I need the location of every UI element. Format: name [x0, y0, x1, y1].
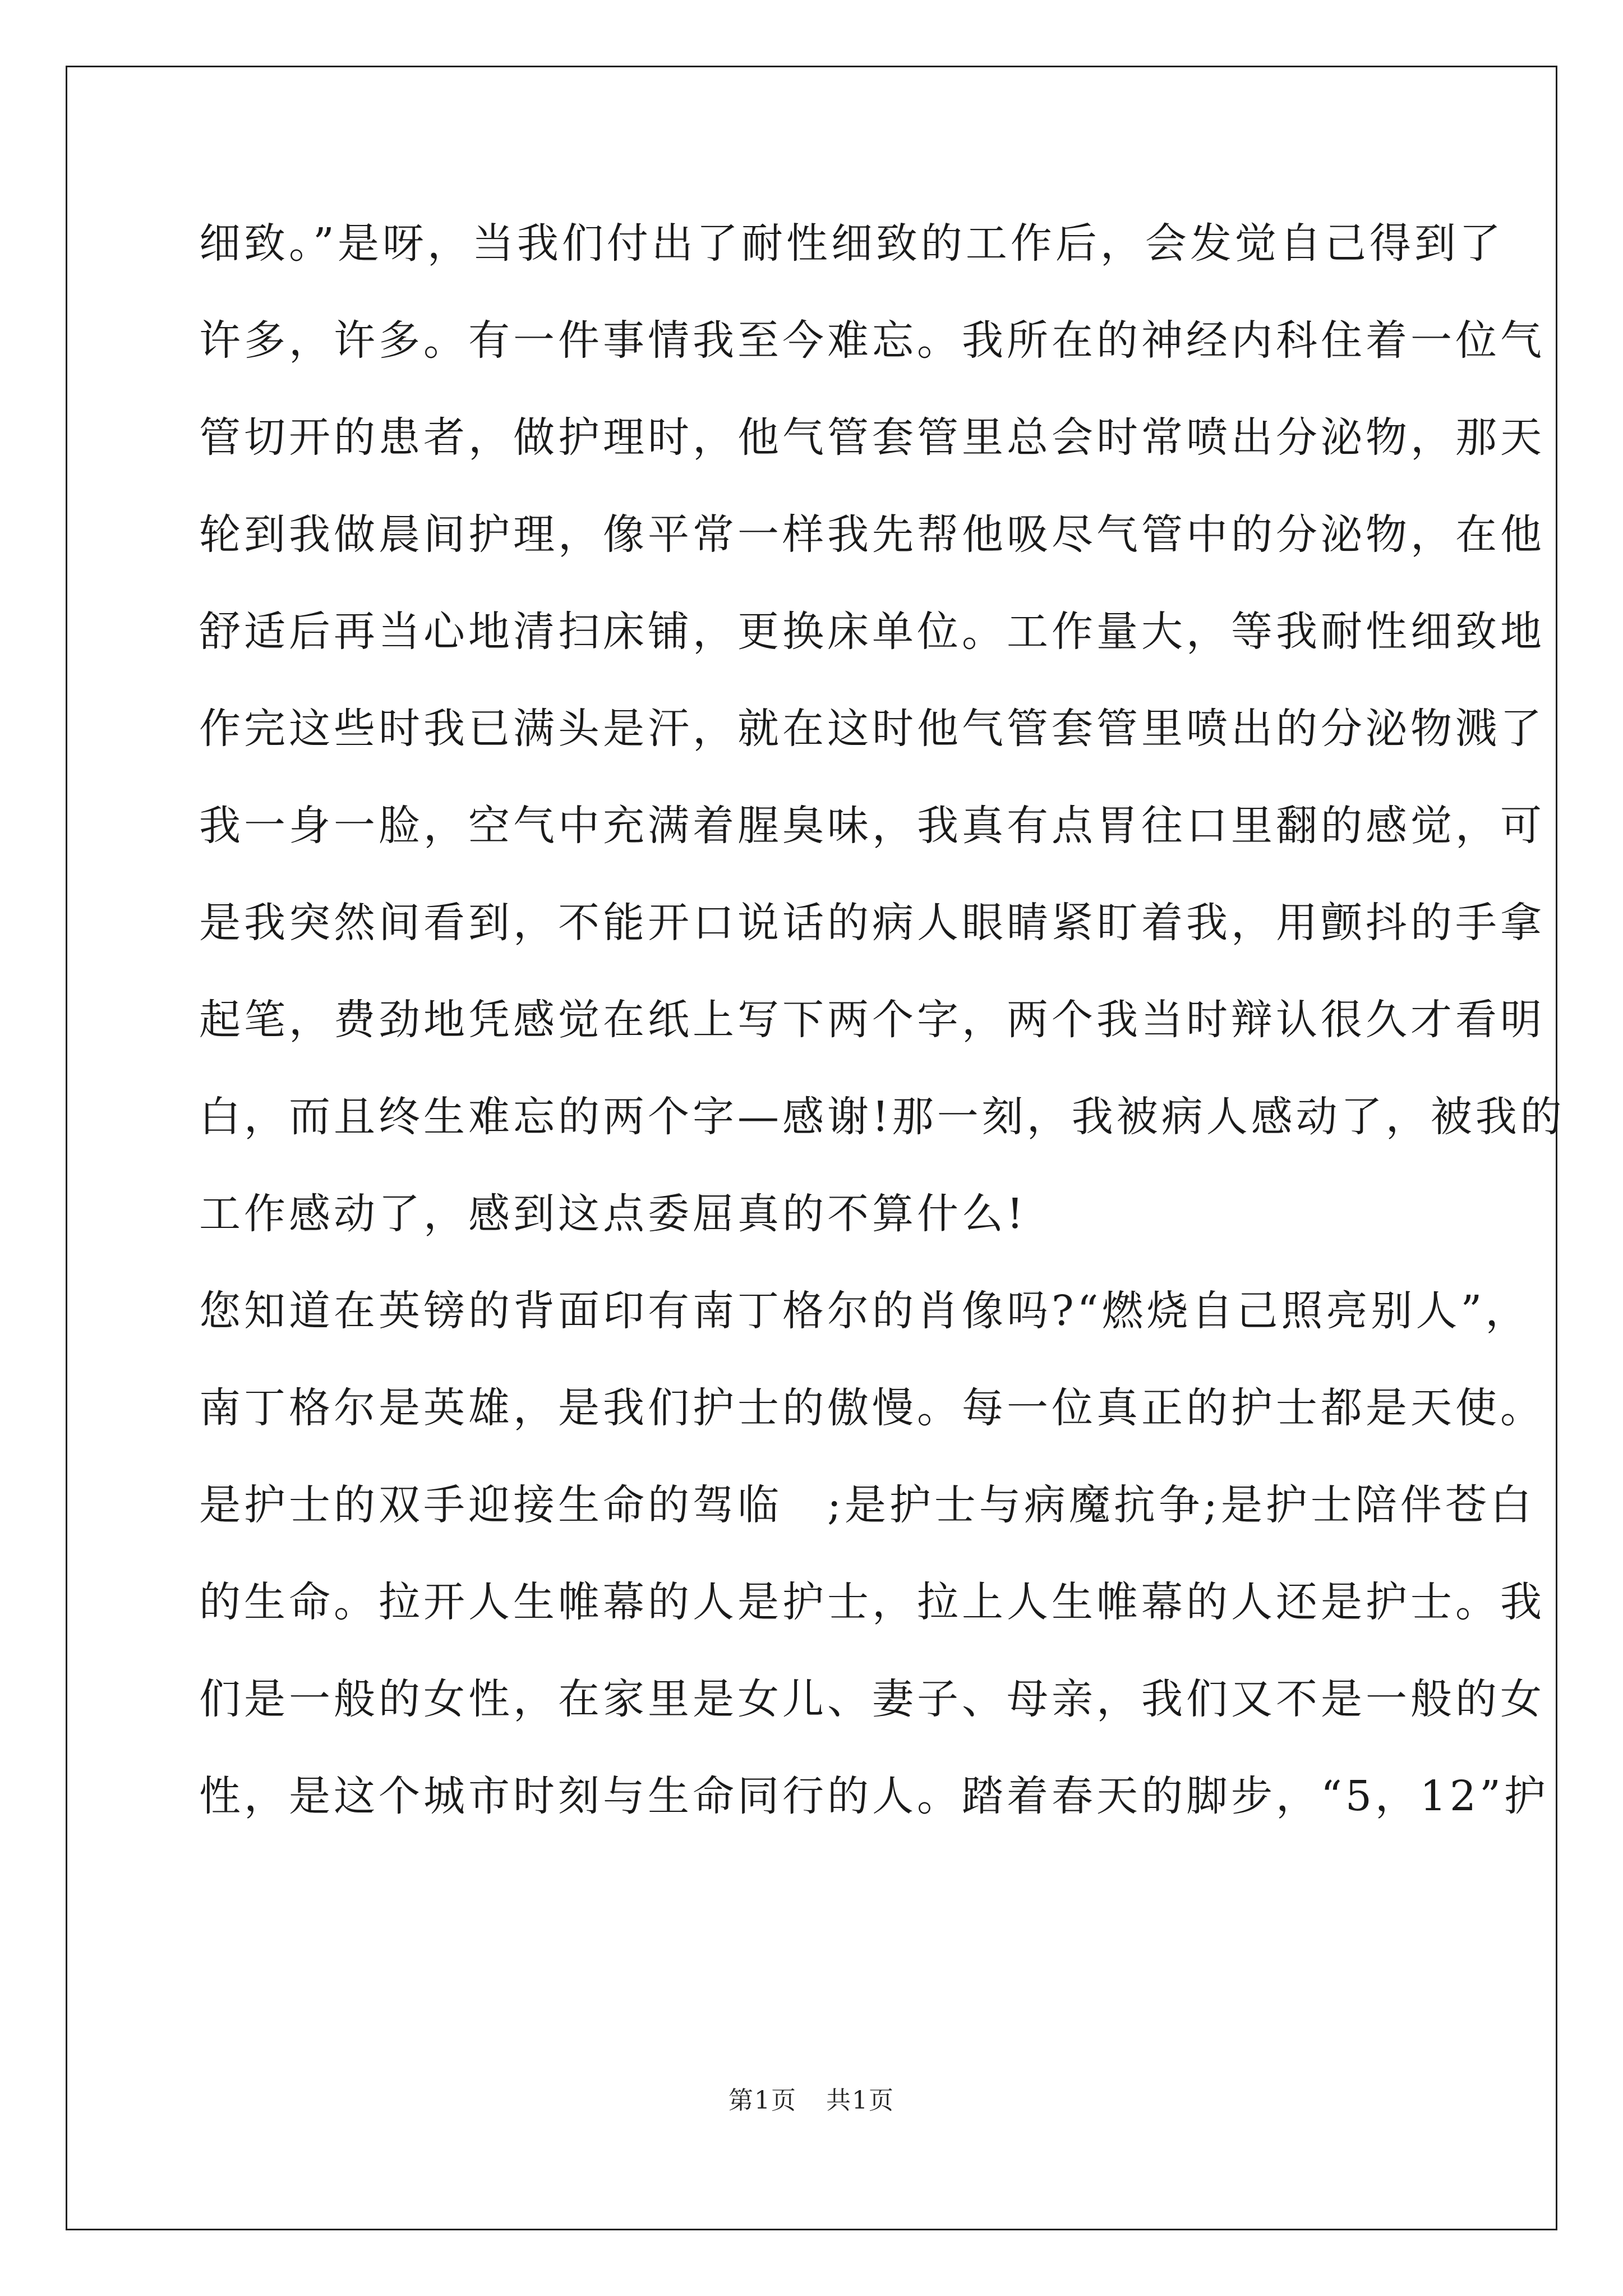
page-total: 共1页 — [826, 2086, 895, 2115]
text-line: 南丁格尔是英雄，是我们护士的傲慢。每一位真正的护士都是天使。 — [199, 1384, 1545, 1432]
text-line: 舒适后再当心地清扫床铺，更换床单位。工作量大，等我耐性细致地 — [199, 608, 1545, 656]
page-number: 第1页 — [728, 2086, 797, 2115]
text-line: 是我突然间看到，不能开口说话的病人眼睛紧盯着我，用颤抖的手拿 — [199, 899, 1545, 947]
text-line: 是护士的双手迎接生命的驾临 ;是护士与病魔抗争;是护士陪伴苍白 — [199, 1481, 1535, 1529]
text-line: 白，而且终生难忘的两个字—感谢!那一刻，我被病人感动了，被我的 — [199, 1093, 1565, 1141]
page-border — [66, 66, 1557, 2230]
text-line: 我一身一脸，空气中充满着腥臭味，我真有点胃往口里翻的感觉，可 — [199, 802, 1545, 850]
page-footer — [0, 2080, 1623, 2116]
text-line: 作完这些时我已满头是汗，就在这时他气管套管里喷出的分泌物溅了 — [199, 705, 1545, 753]
text-line: 的生命。拉开人生帷幕的人是护士，拉上人生帷幕的人还是护士。我 — [199, 1578, 1545, 1626]
text-line: 轮到我做晨间护理，像平常一样我先帮他吸尽气管中的分泌物，在他 — [199, 510, 1545, 559]
text-line: 管切开的患者，做护理时，他气管套管里总会时常喷出分泌物，那天 — [199, 413, 1545, 462]
text-line: 细致。”是呀，当我们付出了耐性细致的工作后，会发觉自己得到了 — [199, 219, 1504, 268]
text-line: 工作感动了，感到这点委屈真的不算什么! — [199, 1190, 1027, 1238]
text-line: 们是一般的女性，在家里是女儿、妻子、母亲，我们又不是一般的女 — [199, 1675, 1545, 1723]
text-line: 起笔，费劲地凭感觉在纸上写下两个字，两个我当时辩认很久才看明 — [199, 996, 1545, 1044]
text-line: 许多，许多。有一件事情我至今难忘。我所在的神经内科住着一位气 — [199, 316, 1545, 365]
text-line: 您知道在英镑的背面印有南丁格尔的肖像吗?“燃烧自己照亮别人”， — [199, 1287, 1530, 1335]
text-line: 性，是这个城市时刻与生命同行的人。踏着春天的脚步，“5，12”护 — [199, 1772, 1549, 1820]
